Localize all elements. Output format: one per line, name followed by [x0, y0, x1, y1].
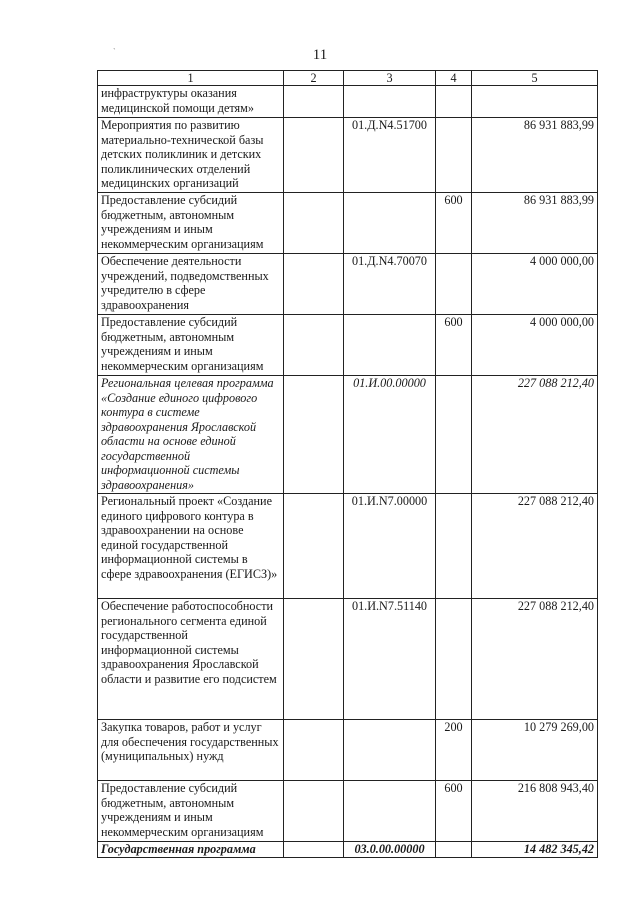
- row-col2: [284, 86, 344, 118]
- header-col-1: 1: [98, 71, 284, 86]
- row-code: 01.И.N7.00000: [344, 494, 436, 599]
- row-name: Региональная целевая программа «Создание единого цифрового контура в системе здравоохранения Ярославской области на основе единой государственной информационной системы здравоохранения»: [98, 376, 284, 494]
- table-row: [98, 315, 598, 376]
- row-name: инфраструктуры оказания медицинской помощи детям»: [98, 86, 284, 118]
- row-type: 600: [436, 781, 472, 842]
- row-code: 01.И.N7.51140: [344, 599, 436, 720]
- row-amount: 10 279 269,00: [472, 720, 598, 781]
- row-col2: [284, 376, 344, 494]
- row-type: [436, 86, 472, 118]
- row-code: 01.И.00.00000: [344, 376, 436, 494]
- row-col2: [284, 720, 344, 781]
- row-code: [344, 315, 436, 376]
- row-code: [344, 720, 436, 781]
- row-type: 600: [436, 315, 472, 376]
- table-row: [98, 781, 598, 842]
- row-code: [344, 781, 436, 842]
- row-code: [344, 193, 436, 254]
- row-name: Региональный проект «Создание единого цифрового контура в здравоохранении на основе единой государственной информационной системы в сфере здравоохранения (ЕГИСЗ)»: [98, 494, 284, 599]
- table-row: [98, 842, 598, 858]
- row-amount: 4 000 000,00: [472, 254, 598, 315]
- row-amount: [472, 86, 598, 118]
- row-amount: 227 088 212,40: [472, 599, 598, 720]
- row-type: [436, 254, 472, 315]
- row-name: Обеспечение деятельности учреждений, подведомственных учредителю в сфере здравоохранения: [98, 254, 284, 315]
- row-col2: [284, 315, 344, 376]
- row-name: Государственная программа: [98, 842, 284, 858]
- row-col2: [284, 118, 344, 193]
- row-col2: [284, 254, 344, 315]
- header-col-5: 5: [472, 71, 598, 86]
- header-col-3: 3: [344, 71, 436, 86]
- row-amount: 4 000 000,00: [472, 315, 598, 376]
- row-name: Обеспечение работоспособности регионального сегмента единой государственной информационной системы здравоохранения Ярославской области и развитие его подсистем: [98, 599, 284, 720]
- table-row: [98, 599, 598, 720]
- header-col-4: 4: [436, 71, 472, 86]
- header-col-2: 2: [284, 71, 344, 86]
- row-type: [436, 494, 472, 599]
- page-number: 11: [312, 47, 328, 63]
- budget-table: [97, 70, 598, 858]
- table-row: [98, 86, 598, 118]
- row-type: 200: [436, 720, 472, 781]
- row-type: [436, 376, 472, 494]
- table-row: [98, 254, 598, 315]
- row-col2: [284, 599, 344, 720]
- row-amount: 227 088 212,40: [472, 376, 598, 494]
- table-row: [98, 720, 598, 781]
- row-name: Предоставление субсидий бюджетным, автономным учреждениям и иным некоммерческим организациям: [98, 781, 284, 842]
- row-col2: [284, 781, 344, 842]
- row-type: 600: [436, 193, 472, 254]
- row-code: 01.Д.N4.70070: [344, 254, 436, 315]
- row-type: [436, 842, 472, 858]
- row-type: [436, 118, 472, 193]
- table-row: [98, 494, 598, 599]
- table-header-row: [98, 71, 598, 86]
- table-row: [98, 193, 598, 254]
- row-code: 01.Д.N4.51700: [344, 118, 436, 193]
- row-col2: [284, 842, 344, 858]
- row-amount: 86 931 883,99: [472, 118, 598, 193]
- row-name: Мероприятия по развитию материально-технической базы детских поликлиник и детских поликлинических отделений медицинских организаций: [98, 118, 284, 193]
- row-col2: [284, 494, 344, 599]
- row-amount: 216 808 943,40: [472, 781, 598, 842]
- row-code: 03.0.00.00000: [344, 842, 436, 858]
- table-row: [98, 376, 598, 494]
- row-amount: 227 088 212,40: [472, 494, 598, 599]
- row-type: [436, 599, 472, 720]
- row-amount: 86 931 883,99: [472, 193, 598, 254]
- row-col2: [284, 193, 344, 254]
- stray-mark: `: [113, 47, 116, 56]
- row-amount: 14 482 345,42: [472, 842, 598, 858]
- row-name: Предоставление субсидий бюджетным, автономным учреждениям и иным некоммерческим организациям: [98, 193, 284, 254]
- row-name: Предоставление субсидий бюджетным, автономным учреждениям и иным некоммерческим организациям: [98, 315, 284, 376]
- row-code: [344, 86, 436, 118]
- table-row: [98, 118, 598, 193]
- row-name: Закупка товаров, работ и услуг для обеспечения государственных (муниципальных) нужд: [98, 720, 284, 781]
